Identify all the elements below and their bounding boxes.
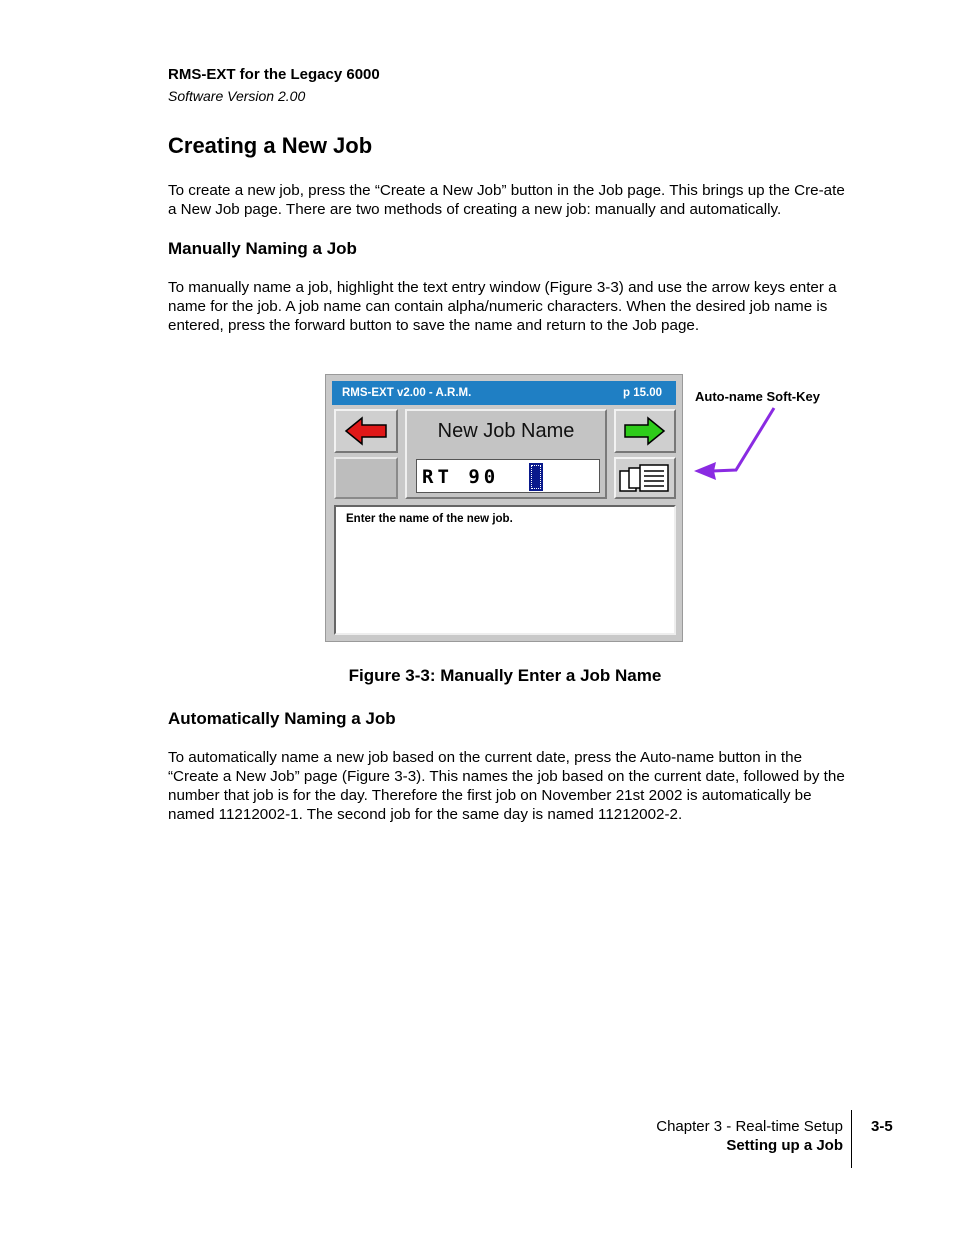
auto-name-icon (616, 459, 674, 497)
screen-title: RMS-EXT v2.00 - A.R.M. (342, 387, 472, 399)
right-arrow-icon (616, 411, 674, 451)
manual-heading: Manually Naming a Job (168, 239, 357, 258)
forward-button[interactable] (614, 409, 676, 453)
screen-page-number: p 15.00 (623, 387, 662, 399)
running-header-title: RMS-EXT for the Legacy 6000 (168, 66, 380, 83)
message-area (334, 505, 676, 635)
blank-soft-key[interactable] (334, 457, 398, 499)
figure-screen (325, 374, 683, 642)
automatic-paragraph: To automatically name a new job based on the current date, press the Auto-name button in the “Create a New Job” page (Figure 3-3). This names the job based on the current date, followed by the number that job is for the day. Therefore the first job on November 21st 2002 is automatically be named 11212002-1. The second job for the same day is named 11212002-2. (168, 749, 845, 823)
callout-label: Auto-name Soft-Key (695, 389, 820, 404)
intro-paragraph: To create a new job, press the “Create a New Job” button in the Job page. This brings up the Cre-ate a New Job page. There are two methods of creating a new job: manually and automatically. (168, 182, 845, 218)
footer-divider (851, 1110, 852, 1168)
footer-chapter: Chapter 3 - Real-time Setup (656, 1118, 843, 1135)
automatic-heading: Automatically Naming a Job (168, 709, 396, 728)
running-header-version: Software Version 2.00 (168, 88, 306, 104)
footer-section: Setting up a Job (726, 1137, 843, 1154)
auto-name-button[interactable] (614, 457, 676, 499)
message-text: Enter the name of the new job. (346, 513, 513, 525)
entry-text: RT 90 (422, 466, 500, 488)
screen-titlebar (332, 381, 676, 405)
left-arrow-icon (336, 411, 396, 451)
manual-paragraph: To manually name a job, highlight the text entry window (Figure 3-3) and use the arrow keys enter a name for the job. A job name can contain alpha/numeric characters. When the desired job name is entered, press the forward button to save the name and return to the Job page. (168, 279, 837, 334)
panel-label: New Job Name (437, 420, 575, 442)
callout-arrow-icon (690, 404, 780, 480)
back-button[interactable] (334, 409, 398, 453)
name-panel (405, 409, 607, 499)
text-cursor (529, 463, 543, 491)
page-number: 3-5 (871, 1118, 893, 1135)
job-name-input[interactable] (416, 459, 600, 493)
figure-caption: Figure 3-3: Manually Enter a Job Name (348, 666, 662, 685)
section-title: Creating a New Job (168, 133, 373, 158)
